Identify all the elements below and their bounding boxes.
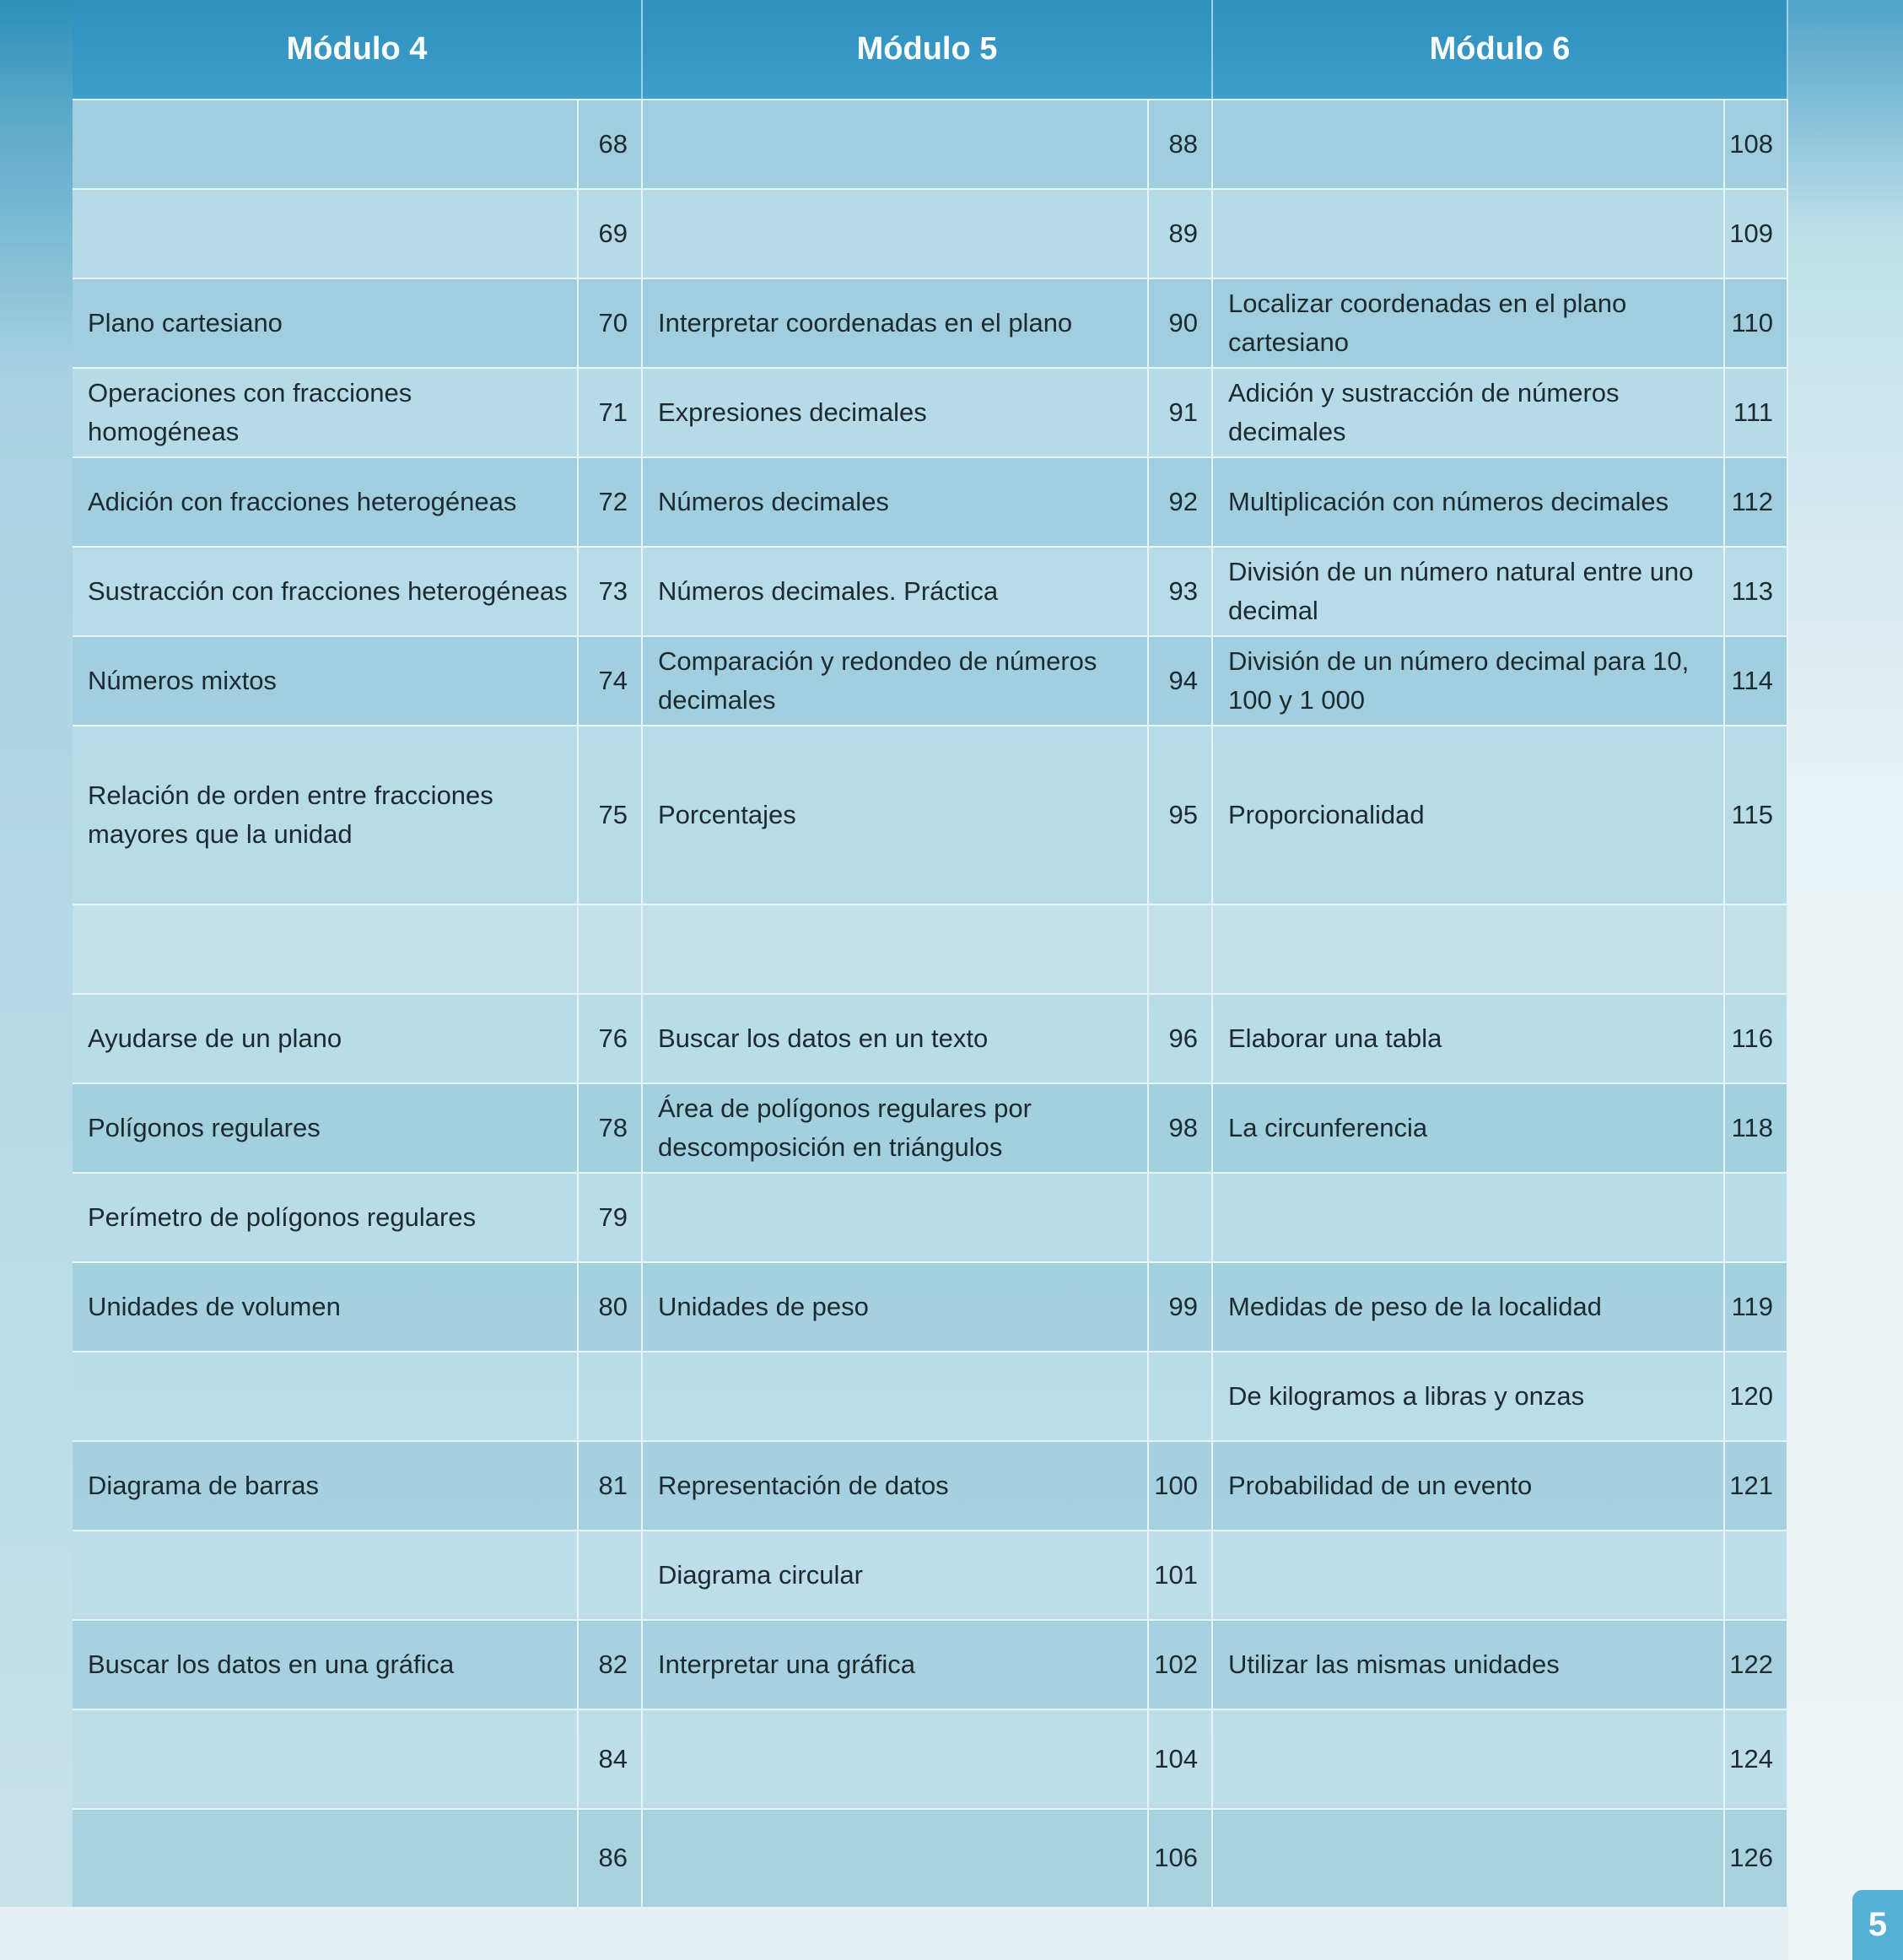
module-5-topic: Interpretar coordenadas en el plano <box>643 278 1149 367</box>
page-number-tab: 5 <box>1852 1890 1903 1960</box>
module-5-page: 91 <box>1149 367 1213 456</box>
module-5-header: Módulo 5 <box>643 0 1213 99</box>
module-6-page <box>1725 1172 1788 1261</box>
module-4-topic: Diagrama de barras <box>73 1440 579 1530</box>
module-6-page: 120 <box>1725 1351 1788 1440</box>
module-6-page: 119 <box>1725 1261 1788 1351</box>
module-4-topic <box>73 1351 579 1440</box>
module-4-page: 69 <box>579 188 643 278</box>
module-4-topic: Perímetro de polígonos regulares <box>73 1172 579 1261</box>
module-4-page: 75 <box>579 725 643 904</box>
module-6-topic <box>1213 1709 1725 1808</box>
module-5-page: 94 <box>1149 635 1213 725</box>
module-4-page: 71 <box>579 367 643 456</box>
module-4-topic <box>73 1808 579 1908</box>
module-5-page: 93 <box>1149 546 1213 635</box>
module-6-page: 118 <box>1725 1083 1788 1172</box>
module-6-topic: Localizar coordenadas en el plano cartesiano <box>1213 278 1725 367</box>
contents-table <box>73 0 1788 1907</box>
module-6-page: 121 <box>1725 1440 1788 1530</box>
module-6-topic: Probabilidad de un evento <box>1213 1440 1725 1530</box>
module-6-page <box>1725 904 1788 993</box>
module-6-page: 115 <box>1725 725 1788 904</box>
module-4-topic <box>73 904 579 993</box>
module-4-page: 78 <box>579 1083 643 1172</box>
module-6-topic: La circunferencia <box>1213 1083 1725 1172</box>
module-4-page: 84 <box>579 1709 643 1808</box>
module-6-page: 109 <box>1725 188 1788 278</box>
module-6-topic: Adición y sustracción de números decimales <box>1213 367 1725 456</box>
module-5-page: 104 <box>1149 1709 1213 1808</box>
module-4-page: 73 <box>579 546 643 635</box>
module-5-topic: Unidades de peso <box>643 1261 1149 1351</box>
module-6-page: 110 <box>1725 278 1788 367</box>
module-4-page: 72 <box>579 456 643 546</box>
module-5-topic <box>643 1351 1149 1440</box>
module-4-topic: Operaciones con fracciones homogéneas <box>73 367 579 456</box>
module-6-topic: Elaborar una tabla <box>1213 993 1725 1083</box>
module-6-topic <box>1213 1530 1725 1619</box>
module-5-page: 101 <box>1149 1530 1213 1619</box>
module-5-page: 98 <box>1149 1083 1213 1172</box>
module-6-page: 108 <box>1725 99 1788 188</box>
module-5-page: 96 <box>1149 993 1213 1083</box>
module-5-topic <box>643 99 1149 188</box>
module-5-topic: Números decimales <box>643 456 1149 546</box>
module-4-topic: Relación de orden entre fracciones mayores que la unidad <box>73 725 579 904</box>
module-6-topic <box>1213 1172 1725 1261</box>
module-5-topic: Porcentajes <box>643 725 1149 904</box>
module-6-topic: Multiplicación con números decimales <box>1213 456 1725 546</box>
module-6-page: 124 <box>1725 1709 1788 1808</box>
module-6-topic: División de un número decimal para 10, 100 y 1 000 <box>1213 635 1725 725</box>
module-5-topic: Representación de datos <box>643 1440 1149 1530</box>
module-5-page: 99 <box>1149 1261 1213 1351</box>
module-4-page: 74 <box>579 635 643 725</box>
module-6-topic: Proporcionalidad <box>1213 725 1725 904</box>
module-6-page: 111 <box>1725 367 1788 456</box>
module-4-page: 81 <box>579 1440 643 1530</box>
module-6-topic <box>1213 188 1725 278</box>
module-4-page: 86 <box>579 1808 643 1908</box>
module-4-topic: Sustracción con fracciones heterogéneas <box>73 546 579 635</box>
module-4-topic: Unidades de volumen <box>73 1261 579 1351</box>
module-4-page: 82 <box>579 1619 643 1709</box>
module-5-page: 95 <box>1149 725 1213 904</box>
module-5-page: 92 <box>1149 456 1213 546</box>
module-5-page: 102 <box>1149 1619 1213 1709</box>
module-5-page: 89 <box>1149 188 1213 278</box>
module-4-topic: Buscar los datos en una gráfica <box>73 1619 579 1709</box>
module-5-page <box>1149 1351 1213 1440</box>
module-5-topic: Interpretar una gráfica <box>643 1619 1149 1709</box>
module-5-page: 106 <box>1149 1808 1213 1908</box>
module-5-page <box>1149 1172 1213 1261</box>
module-4-page: 80 <box>579 1261 643 1351</box>
module-6-topic <box>1213 99 1725 188</box>
module-6-page: 122 <box>1725 1619 1788 1709</box>
module-4-page: 70 <box>579 278 643 367</box>
module-5-topic <box>643 1709 1149 1808</box>
module-4-page <box>579 1530 643 1619</box>
module-6-topic <box>1213 904 1725 993</box>
module-5-page: 100 <box>1149 1440 1213 1530</box>
left-edge-band <box>0 0 73 1907</box>
module-4-topic <box>73 1709 579 1808</box>
module-5-topic: Área de polígonos regulares por descomposición en triángulos <box>643 1083 1149 1172</box>
module-5-topic: Diagrama circular <box>643 1530 1149 1619</box>
module-6-page: 113 <box>1725 546 1788 635</box>
module-4-topic <box>73 1530 579 1619</box>
right-edge-band <box>1788 0 1903 1960</box>
module-6-topic: Utilizar las mismas unidades <box>1213 1619 1725 1709</box>
module-5-topic: Expresiones decimales <box>643 367 1149 456</box>
module-6-topic: División de un número natural entre uno decimal <box>1213 546 1725 635</box>
module-6-page: 116 <box>1725 993 1788 1083</box>
module-5-topic <box>643 1172 1149 1261</box>
module-4-topic: Polígonos regulares <box>73 1083 579 1172</box>
module-5-topic: Comparación y redondeo de números decimales <box>643 635 1149 725</box>
module-6-page: 112 <box>1725 456 1788 546</box>
module-4-header: Módulo 4 <box>73 0 643 99</box>
module-6-header: Módulo 6 <box>1213 0 1788 99</box>
module-4-page <box>579 904 643 993</box>
module-4-topic <box>73 99 579 188</box>
module-4-topic: Ayudarse de un plano <box>73 993 579 1083</box>
module-5-topic: Números decimales. Práctica <box>643 546 1149 635</box>
module-6-page <box>1725 1530 1788 1619</box>
module-6-topic: De kilogramos a libras y onzas <box>1213 1351 1725 1440</box>
module-4-topic: Plano cartesiano <box>73 278 579 367</box>
module-5-topic <box>643 188 1149 278</box>
module-4-page: 68 <box>579 99 643 188</box>
module-5-page: 90 <box>1149 278 1213 367</box>
module-5-topic: Buscar los datos en un texto <box>643 993 1149 1083</box>
module-4-topic: Adición con fracciones heterogéneas <box>73 456 579 546</box>
module-6-page: 126 <box>1725 1808 1788 1908</box>
module-4-page: 76 <box>579 993 643 1083</box>
module-6-topic: Medidas de peso de la localidad <box>1213 1261 1725 1351</box>
module-4-topic: Números mixtos <box>73 635 579 725</box>
module-5-page: 88 <box>1149 99 1213 188</box>
module-6-page: 114 <box>1725 635 1788 725</box>
module-4-page <box>579 1351 643 1440</box>
module-5-page <box>1149 904 1213 993</box>
module-5-topic <box>643 904 1149 993</box>
module-4-topic <box>73 188 579 278</box>
module-4-page: 79 <box>579 1172 643 1261</box>
module-6-topic <box>1213 1808 1725 1908</box>
module-5-topic <box>643 1808 1149 1908</box>
